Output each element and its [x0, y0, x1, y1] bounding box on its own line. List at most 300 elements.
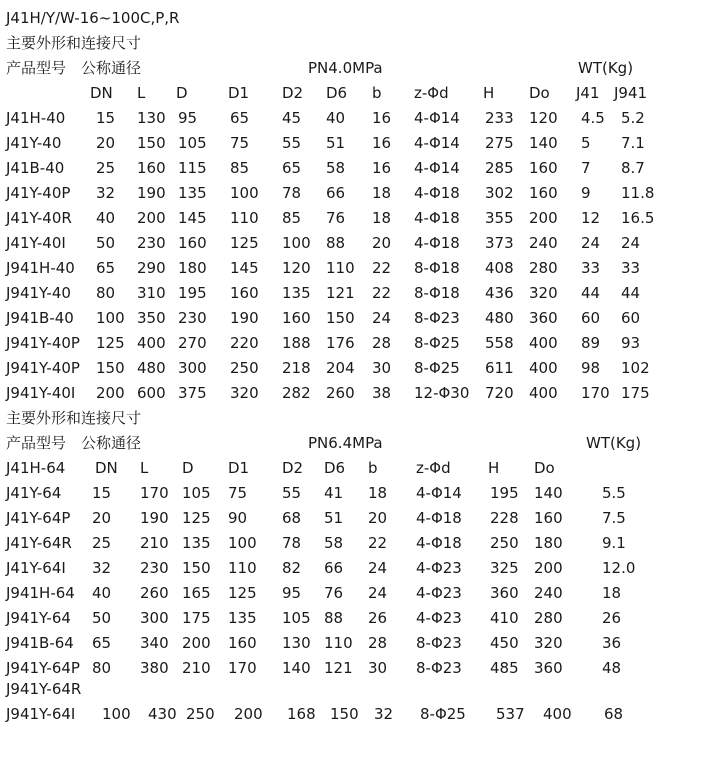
value-cell: 165	[182, 584, 211, 602]
value-cell: 32	[374, 705, 394, 723]
value-cell: 168	[287, 705, 316, 723]
value-cell: 230	[178, 309, 207, 327]
table-row	[6, 702, 706, 727]
header-cell: Do	[534, 459, 555, 477]
value-cell: 20	[368, 509, 388, 527]
value-cell: 340	[140, 634, 169, 652]
table-row	[6, 356, 706, 381]
section2-heading: 主要外形和连接尺寸	[6, 409, 142, 427]
model-cell: J41Y-64	[6, 484, 62, 502]
value-cell: 8-Φ25	[414, 334, 460, 352]
value-cell: 26	[602, 609, 622, 627]
value-cell: 188	[282, 334, 311, 352]
value-cell: 100	[230, 184, 259, 202]
model-cell: J941B-64	[6, 634, 74, 652]
value-cell: 200	[234, 705, 263, 723]
value-cell: 320	[529, 284, 558, 302]
weight-label: WT(Kg)	[578, 59, 634, 77]
value-cell: 125	[228, 584, 257, 602]
header-cell: D	[176, 84, 188, 102]
value-cell: 40	[326, 109, 346, 127]
value-cell: 36	[602, 634, 622, 652]
header-cell: D1	[228, 459, 250, 477]
section1-header-row	[6, 81, 706, 106]
value-cell: 125	[182, 509, 211, 527]
value-cell: 360	[529, 309, 558, 327]
value-cell: 16	[372, 134, 392, 152]
model-cell: J941Y-40	[6, 284, 71, 302]
value-cell: 5.5	[602, 484, 626, 502]
value-cell: 25	[92, 534, 112, 552]
section2-header-row	[6, 456, 706, 481]
value-cell: 55	[282, 134, 302, 152]
value-cell: 90	[228, 509, 248, 527]
value-cell: 33	[581, 259, 601, 277]
value-cell: 88	[326, 234, 346, 252]
value-cell: 68	[282, 509, 302, 527]
table-row	[6, 381, 706, 406]
table-row	[6, 106, 706, 131]
value-cell: 80	[96, 284, 116, 302]
value-cell: 537	[496, 705, 525, 723]
value-cell: 280	[529, 259, 558, 277]
table-row	[6, 331, 706, 356]
model-cell: J41H-40	[6, 109, 66, 127]
value-cell: 280	[534, 609, 563, 627]
table-row	[6, 656, 706, 681]
value-cell: 4-Φ14	[416, 484, 462, 502]
value-cell: 65	[282, 159, 302, 177]
value-cell: 4-Φ18	[416, 534, 462, 552]
value-cell: 60	[581, 309, 601, 327]
value-cell: 170	[140, 484, 169, 502]
value-cell: 8-Φ18	[414, 284, 460, 302]
model-cell: J941B-40	[6, 309, 74, 327]
value-cell: 145	[178, 209, 207, 227]
value-cell: 100	[282, 234, 311, 252]
value-cell: 11.8	[621, 184, 655, 202]
model-cell: J41Y-40	[6, 134, 62, 152]
value-cell: 150	[182, 559, 211, 577]
section2-label-row	[6, 431, 706, 456]
value-cell: 200	[96, 384, 125, 402]
value-cell: 58	[326, 159, 346, 177]
model-cell: J41Y-64I	[6, 559, 66, 577]
value-cell: 65	[92, 634, 112, 652]
header-cell: D2	[282, 84, 304, 102]
value-cell: 228	[490, 509, 519, 527]
value-cell: 408	[485, 259, 514, 277]
value-cell: 22	[372, 259, 392, 277]
value-cell: 150	[326, 309, 355, 327]
value-cell: 4-Φ14	[414, 109, 460, 127]
value-cell: 26	[368, 609, 388, 627]
value-cell: 325	[490, 559, 519, 577]
value-cell: 65	[230, 109, 250, 127]
value-cell: 120	[529, 109, 558, 127]
value-cell: 240	[529, 234, 558, 252]
header-cell: DN	[90, 84, 113, 102]
value-cell: 375	[178, 384, 207, 402]
table-row	[6, 256, 706, 281]
value-cell: 16	[372, 109, 392, 127]
value-cell: 50	[96, 234, 116, 252]
value-cell: 175	[182, 609, 211, 627]
value-cell: 176	[326, 334, 355, 352]
value-cell: 720	[485, 384, 514, 402]
value-cell: 160	[228, 634, 257, 652]
model-cell: J941Y-64I	[6, 705, 76, 723]
value-cell: 145	[230, 259, 259, 277]
value-cell: 230	[140, 559, 169, 577]
value-cell: 195	[178, 284, 207, 302]
value-cell: 30	[372, 359, 392, 377]
value-cell: 135	[228, 609, 257, 627]
value-cell: 160	[178, 234, 207, 252]
value-cell: 210	[182, 659, 211, 677]
nominal-label: 公称通径	[81, 59, 142, 77]
value-cell: 170	[228, 659, 257, 677]
value-cell: 78	[282, 534, 302, 552]
value-cell: 282	[282, 384, 311, 402]
value-cell: 400	[529, 359, 558, 377]
value-cell: 89	[581, 334, 601, 352]
value-cell: 4.5	[581, 109, 605, 127]
value-cell: 240	[534, 584, 563, 602]
table-row	[6, 556, 706, 581]
value-cell: 160	[282, 309, 311, 327]
value-cell: 4-Φ14	[414, 134, 460, 152]
value-cell: 24	[368, 584, 388, 602]
value-cell: 51	[326, 134, 346, 152]
value-cell: 16.5	[621, 209, 655, 227]
value-cell: 22	[368, 534, 388, 552]
table-row	[6, 131, 706, 156]
value-cell: 360	[490, 584, 519, 602]
value-cell: 135	[178, 184, 207, 202]
value-cell: 200	[182, 634, 211, 652]
model-cell: J941Y-40P	[6, 334, 80, 352]
value-cell: 8-Φ25	[414, 359, 460, 377]
value-cell: 430	[148, 705, 177, 723]
value-cell: 4-Φ18	[414, 209, 460, 227]
value-cell: 300	[140, 609, 169, 627]
value-cell: 160	[534, 509, 563, 527]
value-cell: 400	[529, 384, 558, 402]
value-cell: 20	[372, 234, 392, 252]
value-cell: 175	[621, 384, 650, 402]
header-cell: D	[182, 459, 194, 477]
value-cell: 95	[178, 109, 198, 127]
value-cell: 25	[96, 159, 116, 177]
value-cell: 480	[137, 359, 166, 377]
value-cell: 44	[581, 284, 601, 302]
value-cell: 310	[137, 284, 166, 302]
value-cell: 160	[137, 159, 166, 177]
value-cell: 130	[137, 109, 166, 127]
table-row	[6, 306, 706, 331]
nominal-label: 公称通径	[81, 434, 142, 452]
value-cell: 4-Φ14	[414, 159, 460, 177]
value-cell: 105	[182, 484, 211, 502]
value-cell: 350	[137, 309, 166, 327]
value-cell: 600	[137, 384, 166, 402]
header-cell: D2	[282, 459, 304, 477]
value-cell: 121	[326, 284, 355, 302]
value-cell: 230	[137, 234, 166, 252]
value-cell: 15	[96, 109, 116, 127]
value-cell: 50	[92, 609, 112, 627]
value-cell: 68	[604, 705, 624, 723]
value-cell: 320	[534, 634, 563, 652]
value-cell: 4-Φ18	[414, 184, 460, 202]
value-cell: 18	[602, 584, 622, 602]
value-cell: 204	[326, 359, 355, 377]
value-cell: 4-Φ18	[414, 234, 460, 252]
value-cell: 320	[230, 384, 259, 402]
value-cell: 135	[182, 534, 211, 552]
value-cell: 485	[490, 659, 519, 677]
value-cell: 55	[282, 484, 302, 502]
value-cell: 285	[485, 159, 514, 177]
model-label: 产品型号	[6, 59, 67, 77]
header-cell: b	[368, 459, 378, 477]
table-row	[6, 206, 706, 231]
header-cell: J941	[614, 84, 648, 102]
value-cell: 125	[96, 334, 125, 352]
value-cell: 260	[326, 384, 355, 402]
value-cell: 360	[534, 659, 563, 677]
value-cell: 302	[485, 184, 514, 202]
header-cell: L	[137, 84, 146, 102]
value-cell: 75	[228, 484, 248, 502]
table-row	[6, 481, 706, 506]
model-cell: J941H-40	[6, 259, 75, 277]
value-cell: 195	[490, 484, 519, 502]
value-cell: 170	[581, 384, 610, 402]
value-cell: 110	[326, 259, 355, 277]
value-cell: 41	[324, 484, 344, 502]
value-cell: 250	[230, 359, 259, 377]
value-cell: 18	[372, 209, 392, 227]
value-cell: 7.5	[602, 509, 626, 527]
value-cell: 125	[230, 234, 259, 252]
header-model: J41H-64	[6, 459, 66, 477]
header-cell: z-Φd	[414, 84, 449, 102]
value-cell: 400	[529, 334, 558, 352]
value-cell: 250	[490, 534, 519, 552]
model-cell: J41Y-64P	[6, 509, 71, 527]
value-cell: 135	[282, 284, 311, 302]
value-cell: 66	[326, 184, 346, 202]
value-cell: 8-Φ18	[414, 259, 460, 277]
value-cell: 110	[230, 209, 259, 227]
value-cell: 8-Φ23	[416, 634, 462, 652]
value-cell: 200	[137, 209, 166, 227]
value-cell: 38	[372, 384, 392, 402]
header-cell: H	[488, 459, 500, 477]
model-cell: J41Y-40R	[6, 209, 72, 227]
value-cell: 8-Φ23	[414, 309, 460, 327]
value-cell: 4-Φ18	[416, 509, 462, 527]
value-cell: 160	[230, 284, 259, 302]
header-cell: H	[483, 84, 495, 102]
value-cell: 85	[282, 209, 302, 227]
value-cell: 5.2	[621, 109, 645, 127]
model-cell: J941H-64	[6, 584, 75, 602]
value-cell: 76	[324, 584, 344, 602]
value-cell: 190	[140, 509, 169, 527]
value-cell: 24	[581, 234, 601, 252]
value-cell: 480	[485, 309, 514, 327]
value-cell: 24	[368, 559, 388, 577]
value-cell: 95	[282, 584, 302, 602]
value-cell: 380	[140, 659, 169, 677]
value-cell: 16	[372, 159, 392, 177]
value-cell: 150	[96, 359, 125, 377]
value-cell: 78	[282, 184, 302, 202]
value-cell: 88	[324, 609, 344, 627]
value-cell: 180	[534, 534, 563, 552]
value-cell: 32	[96, 184, 116, 202]
extra-model: J941Y-64R	[6, 680, 82, 698]
pressure-rating: PN6.4MPa	[308, 434, 383, 452]
value-cell: 150	[137, 134, 166, 152]
header-cell: D6	[326, 84, 348, 102]
value-cell: 218	[282, 359, 311, 377]
table-row	[6, 631, 706, 656]
value-cell: 290	[137, 259, 166, 277]
table-row	[6, 156, 706, 181]
model-cell: J941Y-64P	[6, 659, 80, 677]
value-cell: 275	[485, 134, 514, 152]
value-cell: 12.0	[602, 559, 636, 577]
value-cell: 18	[372, 184, 392, 202]
table-row	[6, 231, 706, 256]
header-cell: b	[372, 84, 382, 102]
value-cell: 8.7	[621, 159, 645, 177]
header-cell: D1	[228, 84, 250, 102]
value-cell: 160	[529, 159, 558, 177]
value-cell: 436	[485, 284, 514, 302]
value-cell: 130	[282, 634, 311, 652]
value-cell: 105	[178, 134, 207, 152]
value-cell: 40	[96, 209, 116, 227]
value-cell: 450	[490, 634, 519, 652]
value-cell: 400	[137, 334, 166, 352]
value-cell: 18	[368, 484, 388, 502]
value-cell: 100	[96, 309, 125, 327]
value-cell: 82	[282, 559, 302, 577]
value-cell: 51	[324, 509, 344, 527]
value-cell: 66	[324, 559, 344, 577]
value-cell: 75	[230, 134, 250, 152]
value-cell: 121	[324, 659, 353, 677]
value-cell: 250	[186, 705, 215, 723]
value-cell: 28	[368, 634, 388, 652]
value-cell: 60	[621, 309, 641, 327]
model-cell: J41Y-40P	[6, 184, 71, 202]
value-cell: 44	[621, 284, 641, 302]
value-cell: 140	[282, 659, 311, 677]
value-cell: 180	[178, 259, 207, 277]
value-cell: 5	[581, 134, 591, 152]
value-cell: 102	[621, 359, 650, 377]
value-cell: 24	[372, 309, 392, 327]
value-cell: 558	[485, 334, 514, 352]
value-cell: 24	[621, 234, 641, 252]
value-cell: 65	[96, 259, 116, 277]
model-cell: J941Y-40I	[6, 384, 76, 402]
value-cell: 410	[490, 609, 519, 627]
value-cell: 150	[330, 705, 359, 723]
value-cell: 20	[96, 134, 116, 152]
value-cell: 110	[324, 634, 353, 652]
value-cell: 98	[581, 359, 601, 377]
value-cell: 100	[228, 534, 257, 552]
value-cell: 220	[230, 334, 259, 352]
value-cell: 200	[529, 209, 558, 227]
model-cell: J41Y-64R	[6, 534, 72, 552]
value-cell: 4-Φ23	[416, 609, 462, 627]
value-cell: 8-Φ23	[416, 659, 462, 677]
value-cell: 33	[621, 259, 641, 277]
value-cell: 32	[92, 559, 112, 577]
value-cell: 373	[485, 234, 514, 252]
model-cell: J41Y-40I	[6, 234, 66, 252]
header-cell: z-Φd	[416, 459, 451, 477]
value-cell: 355	[485, 209, 514, 227]
model-cell: J941Y-64	[6, 609, 71, 627]
value-cell: 160	[529, 184, 558, 202]
section1-label-row	[6, 56, 706, 81]
header-cell: Do	[529, 84, 550, 102]
model-label: 产品型号	[6, 434, 67, 452]
header-cell: DN	[95, 459, 118, 477]
value-cell: 115	[178, 159, 207, 177]
table-row	[6, 531, 706, 556]
model-cell: J941Y-40P	[6, 359, 80, 377]
value-cell: 15	[92, 484, 112, 502]
value-cell: 12	[581, 209, 601, 227]
value-cell: 30	[368, 659, 388, 677]
value-cell: 140	[534, 484, 563, 502]
value-cell: 233	[485, 109, 514, 127]
value-cell: 48	[602, 659, 622, 677]
value-cell: 93	[621, 334, 641, 352]
weight-label: WT(Kg)	[586, 434, 642, 452]
value-cell: 85	[230, 159, 250, 177]
value-cell: 300	[178, 359, 207, 377]
value-cell: 105	[282, 609, 311, 627]
value-cell: 270	[178, 334, 207, 352]
value-cell: 210	[140, 534, 169, 552]
value-cell: 8-Φ25	[420, 705, 466, 723]
value-cell: 140	[529, 134, 558, 152]
value-cell: 76	[326, 209, 346, 227]
value-cell: 22	[372, 284, 392, 302]
header-cell: L	[140, 459, 149, 477]
value-cell: 45	[282, 109, 302, 127]
section1-heading: 主要外形和连接尺寸	[6, 34, 142, 52]
value-cell: 100	[102, 705, 131, 723]
value-cell: 190	[137, 184, 166, 202]
value-cell: 9	[581, 184, 591, 202]
doc-title: J41H/Y/W-16~100C,P,R	[6, 9, 180, 27]
pressure-rating: PN4.0MPa	[308, 59, 383, 77]
value-cell: 12-Φ30	[414, 384, 470, 402]
table-row	[6, 281, 706, 306]
